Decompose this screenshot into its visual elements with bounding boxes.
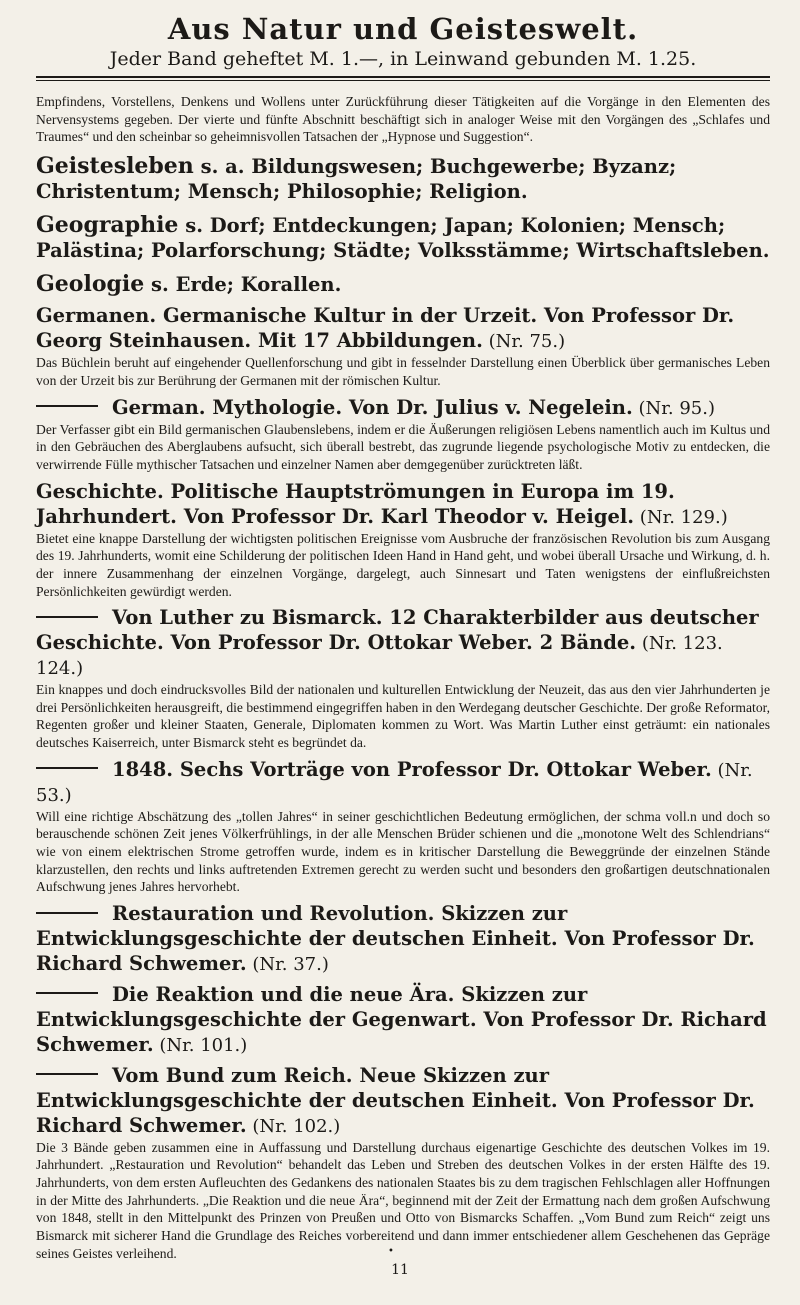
header-rule: [36, 76, 770, 78]
book-title: [36, 1064, 770, 1139]
reference-keyword: Geographie: [36, 212, 179, 239]
book-title: [36, 758, 770, 808]
catalog-entry: [36, 152, 770, 205]
cross-reference: [36, 152, 770, 205]
catalog-entry: [36, 93, 770, 146]
ditto-dash: [36, 405, 98, 407]
book-number: (Nr. 102.): [246, 1115, 341, 1137]
book-number: (Nr. 37.): [246, 953, 329, 975]
series-title: Aus Natur und Geisteswelt.: [167, 12, 639, 46]
catalog-entry: [36, 304, 770, 389]
book-number: (Nr. 75.): [482, 331, 566, 353]
catalog-entry: [36, 270, 770, 298]
catalog-entry: [36, 211, 770, 264]
ditto-dash: [36, 616, 98, 618]
book-description: Ein knappes und doch eindrucksvolles Bild der nationalen und kulturellen Entwicklung der Neuzeit, das aus den vier Jahrhunderten je drei Persönlichkeiten herausgreift, die bestimmend eingegriffen haben in den Werdegang deutscher Geschichte. Der große Reformator, Regenten großer und kleiner Staaten, Generale, Diplomaten kommen zu Wort. Was Martin Luther einst geträumt: ein nationales deutsches Kaiserreich, unter Bismarck steht es begründet da.: [36, 682, 770, 751]
book-title: [36, 902, 770, 977]
catalog-entry: [36, 606, 770, 752]
page-number: 11: [391, 1262, 409, 1278]
book-title: [36, 606, 770, 681]
catalog-entry: [36, 758, 770, 896]
book-description: Das Büchlein beruht auf eingehender Quellenforschung und gibt in fesselnder Darstellung einen Überblick über germanisches Leben von der Urzeit bis zur Berührung der Germanen mit der römischen Kultur.: [36, 355, 770, 388]
catalog-entry: [36, 480, 770, 601]
reference-keyword: Geologie: [36, 271, 145, 298]
book-title: [36, 983, 770, 1058]
book-description: Die 3 Bände geben zusammen eine in Auffassung und Darstellung durchaus eigenartige Geschichte des deutschen Volkes im 19. Jahrhundert. „Restauration und Revolution“ behandelt das Leben und Streben des deutschen Volkes in der ersten Hälfte des 19. Jahrhunderts, von dem ersten Aufleuchten des Gedankens des nationalen Staates bis zu dem tragischen Fehlschlagen aller Hoffnungen in der Mitte des Jahrhunderts. „Die Reaktion und die neue Ära“, beginnend mit der Zeit der Ermattung nach dem großen Aufschwung von 1848, stellt in den Mittelpunkt des Prinzen von Preußen und Otto von Bismarcks Schaffen. „Vom Bund zum Reich“ zeigt uns Bismarck mit sicherer Hand die Grundlage des Reiches vorbereitend und dann immer entschiedener allem Geschehenen das Gepräge seines Geistes verleihend.: [36, 1139, 770, 1261]
book-title-text: Geschichte. Politische Hauptströmungen in Europa im 19. Jahrhundert. Von Professor Dr. Karl Theodor v. Heigel.: [36, 479, 675, 528]
catalog-entries: [36, 93, 770, 1262]
book-description: Bietet eine knappe Darstellung der wichtigsten politischen Ereignisse vom Ausbruche der französischen Revolution bis zum Ausgang des 19. Jahrhunderts, womit eine Schilderung der politischen Ideen Hand in Hand geht, und wobei überall Ursache und Wirkung, d. h. der innere Zusammenhang der einzelnen Vorgänge, dargelegt, auch Sinnesart und Taten wenigstens der einflußreichsten Persönlichkeiten gewürdigt werden.: [36, 530, 770, 599]
footer-bullet: •: [388, 1246, 394, 1257]
catalog-entry: [36, 983, 770, 1058]
book-title: [36, 480, 770, 530]
book-description: Der Verfasser gibt ein Bild germanischen Glaubenslebens, indem er die Äußerungen religiösen Lebens namentlich auch im Kultus und in den Gebräuchen des Aberglaubens aufsucht, sich überall bestrebt, das zugrunde liegende psychologische Motiv zu entdecken, die verwirrende Fülle mythischer Tatsachen und einzelner Namen aber demgegenüber zurücktreten läßt.: [36, 421, 770, 472]
ditto-dash: [36, 912, 98, 914]
book-title-text: Die Reaktion und die neue Ära. Skizzen zur Entwicklungsgeschichte der Gegenwart. Von Professor Dr. Richard Schwemer.: [36, 982, 767, 1056]
book-title-text: Restauration und Revolution. Skizzen zur Entwicklungsgeschichte der deutschen Einheit. Von Professor Dr. Richard Schwemer.: [36, 902, 755, 975]
header-rule-thin: [36, 80, 770, 81]
book-number: (Nr. 123. 124.): [36, 633, 723, 680]
series-price-line: Jeder Band geheftet M. 1.—, in Leinwand gebunden M. 1.25.: [109, 48, 697, 70]
reference-targets: s. Dorf; Entdeckungen; Japan; Kolonien; Mensch; Palästina; Polarforschung; Städte; Volksstämme; Wirtschaftsleben.: [36, 214, 770, 263]
book-title-text: German. Mythologie. Von Dr. Julius v. Negelein.: [112, 395, 633, 419]
cross-reference: [36, 211, 770, 264]
book-title-text: Vom Bund zum Reich. Neue Skizzen zur Entwicklungsgeschichte der deutschen Einheit. Von Professor Dr. Richard Schwemer.: [36, 1063, 755, 1137]
book-number: (Nr. 129.): [634, 506, 728, 528]
book-title: [36, 304, 770, 354]
reference-keyword: Geistesleben: [36, 153, 194, 180]
book-title-text: 1848. Sechs Vorträge von Professor Dr. Ottokar Weber.: [112, 757, 712, 781]
cross-reference: [36, 270, 770, 298]
book-number: (Nr. 101.): [153, 1034, 248, 1056]
book-title: [36, 396, 770, 421]
book-number: (Nr. 53.): [36, 759, 753, 806]
reference-targets: s. a. Bildungswesen; Buchgewerbe; Byzanz; Christentum; Mensch; Philosophie; Religion.: [36, 155, 677, 204]
reference-targets: s. Erde; Korallen.: [144, 273, 342, 297]
ditto-dash: [36, 1073, 98, 1075]
book-number: (Nr. 95.): [632, 397, 715, 419]
book-description: Will eine richtige Abschätzung des „tollen Jahres“ in seiner geschichtlichen Bedeutung ermöglichen, der schma voll.n und doch so berauschende schönen Zeit jenes Völkerfrühlings, in der alle Menschen Brüder schienen und die „monotone Welt des Schlendrians“ wie von einem elektrischen Strome getroffen wurde, indem es in kritischer Darstellung die Beweggründe der einzelnen Stände klarzustellen, den rechts und links auftretenden Extremen gerecht zu werden sucht und besonders den großartigen deutschnationalen Aufschwung jenes Jahres hervorhebt.: [36, 808, 770, 895]
ditto-dash: [36, 767, 98, 769]
book-title-text: Germanen. Germanische Kultur in der Urzeit. Von Professor Dr. Georg Steinhausen. Mit 17 Abbildungen.: [36, 304, 735, 353]
catalog-entry: [36, 902, 770, 977]
catalog-entry: [36, 396, 770, 474]
catalog-entry: [36, 1064, 770, 1263]
entry-description: Empfindens, Vorstellens, Denkens und Wollens unter Zurückführung dieser Tätigkeiten auf die Vorgänge in den Elementen des Nervensystems gegeben. Der vierte und fünfte Abschnitt beschäftigt sich in analoger Weise mit den Vorgängen des „Schlafes und Traumes“ und den scheinbar so geheimnisvollen Tatsachen der „Hypnose und Suggestion“.: [36, 94, 770, 145]
ditto-dash: [36, 992, 98, 994]
book-title-text: Von Luther zu Bismarck. 12 Charakterbilder aus deutscher Geschichte. Von Professor Dr. Ottokar Weber. 2 Bände.: [36, 606, 759, 655]
